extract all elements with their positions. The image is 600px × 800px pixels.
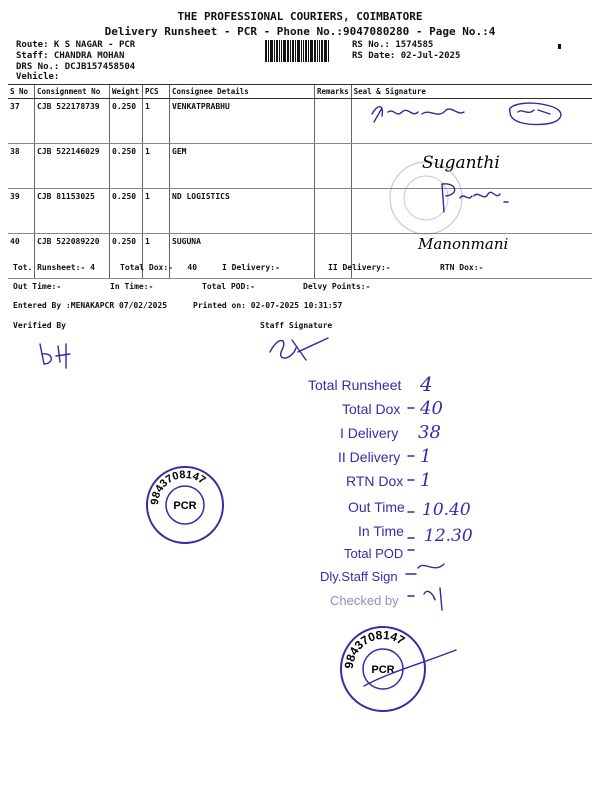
stamp-in-time-label: In Time [358,523,404,539]
seal-overstrike [360,646,460,696]
col-sno: S No [8,85,35,99]
row-weight: 0.250 [110,99,143,144]
stamp-i-delivery-value: 38 [418,422,441,443]
company-title: THE PROFESSIONAL COURIERS, COIMBATORE [177,10,423,23]
stamp-checked-by-label: Checked by [330,593,399,608]
row-sno: 39 [8,189,35,234]
pcr-seal-left [144,464,226,546]
verified-by-label: Verified By [13,321,66,330]
out-time: Out Time:- [13,282,62,291]
seal-center: PCR [173,500,197,512]
rs-date: RS Date: 02-Jul-2025 [352,51,461,61]
table-header-row [8,85,592,99]
seal-number: 9843708147 [341,627,408,670]
stamp-out-time-value: 10.40 [422,500,471,520]
row-remarks [315,189,352,234]
stamp-staff-sign-label: Dly.Staff Sign [320,569,398,584]
runsheet-subtitle: Delivery Runsheet - PCR - Phone No.:9047080280 - Page No.:4 [104,25,496,38]
stamp-dashes [404,398,494,618]
row-consignee: GEM [170,144,315,189]
stamp-out-time-label: Out Time [348,499,405,515]
i-delivery: I Delivery:- [222,263,280,272]
row-pcs: 1 [143,99,170,144]
signature-row-3 [442,184,508,212]
entered-by: Entered By :MENAKAPCR 07/02/2025 [13,301,168,310]
row-consignee: SUGUNA [170,234,315,279]
stamp-rtn-dox-label: RTN Dox [346,473,404,489]
row-weight: 0.250 [110,144,143,189]
rs-number: RS No.: 1574585 [352,40,434,50]
signatures-overlay [360,98,592,260]
rtn-dox: RTN Dox:- [440,263,484,272]
total-pod: Total POD:- [202,282,255,291]
printed-on: Printed on: 02-07-2025 10:31:57 [193,301,343,310]
row-consignment: CJB 522089220 [35,234,110,279]
col-remarks: Remarks [315,85,352,99]
row-weight: 0.250 [110,189,143,234]
row-sno: 40 [8,234,35,279]
row-consignee: VENKATPRABHU [170,99,315,144]
row-consignment: CJB 81153025 [35,189,110,234]
row-consignment: CJB 522178739 [35,99,110,144]
stamp-total-dox-label: Total Dox [342,401,401,417]
stamp-total-runsheet-label: Total Runsheet [308,377,402,393]
route-label: Route: K S NAGAR - PCR [16,40,136,50]
stamp-ii-delivery-value: 1 [420,446,432,467]
col-weight: Weight [110,85,143,99]
stamp-in-time-value: 12.30 [424,526,473,546]
row-pcs: 1 [143,189,170,234]
row-consignee: ND LOGISTICS [170,189,315,234]
row-weight: 0.250 [110,234,143,279]
staff-signature [262,330,332,366]
stamp-ii-delivery-label: II Delivery [338,449,401,465]
row-remarks [315,144,352,189]
corner-mark [558,44,561,49]
col-pcs: PCS [143,85,170,99]
stamp-rtn-dox-value: 1 [420,470,432,491]
row-sno: 37 [8,99,35,144]
drs-label: DRS No.: DCJB157458504 [16,62,136,72]
barcode [265,40,345,62]
ii-delivery: II Delivery:- [328,263,391,272]
col-consignment: Consignment No [35,85,110,99]
signature-suganthi: Suganthi [422,153,500,173]
seal-center: PCR [371,664,395,676]
seal-number: 9843708147 [148,468,208,506]
row-remarks [315,99,352,144]
row-pcs: 1 [143,234,170,279]
in-time: In Time:- [110,282,154,291]
signature-row-1 [372,103,561,124]
staff-label: Staff: CHANDRA MOHAN [16,51,125,61]
row-sno: 38 [8,144,35,189]
signature-manonmani: Manonmani [418,235,509,253]
row-pcs: 1 [143,144,170,189]
row-consignment: CJB 522146029 [35,144,110,189]
delvy-points: Delvy Points:- [303,282,371,291]
stamp-i-delivery-label: I Delivery [340,425,399,441]
vehicle-label: Vehicle: [16,72,60,82]
stamp-total-pod-label: Total POD [344,546,404,561]
col-seal: Seal & Signature [351,85,592,99]
total-dox: Total Dox:- 40 [120,263,198,272]
verified-signature [30,334,90,374]
total-runsheet: Tot. Runsheet:- 4 [13,263,95,272]
staff-signature-label: Staff Signature [260,321,333,330]
stamp-total-dox-value: 40 [420,398,443,419]
stamp-total-runsheet-value: 4 [420,372,433,396]
col-consignee: Consignee Details [170,85,315,99]
